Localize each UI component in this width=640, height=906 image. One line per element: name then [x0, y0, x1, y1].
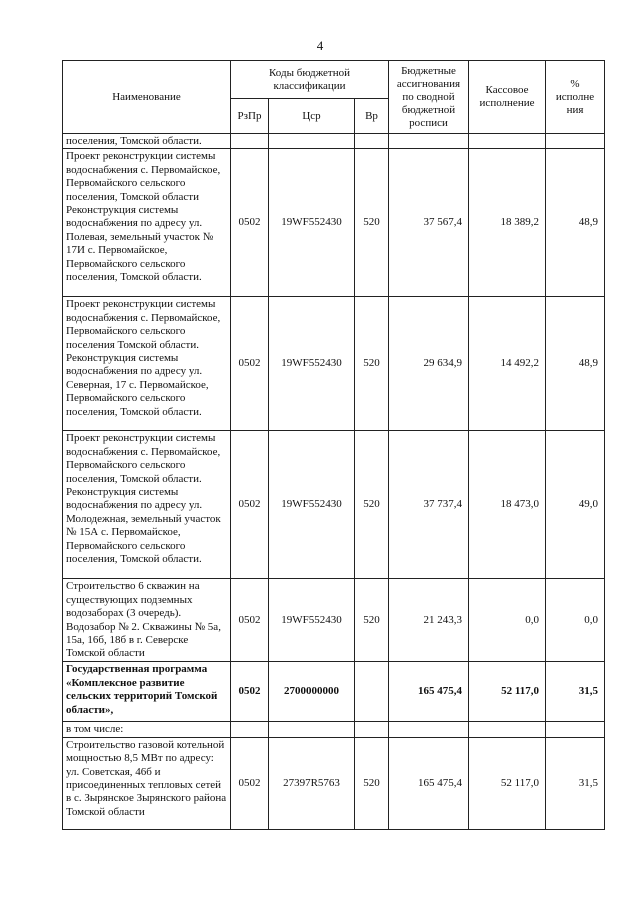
- row-percent: [546, 722, 605, 737]
- row-vr: 520: [355, 431, 389, 579]
- header-cash: Кассовое исполнение: [469, 61, 546, 134]
- budget-table: [62, 60, 605, 830]
- row-csr: 27397R5763: [269, 737, 355, 829]
- row-cash: [469, 134, 546, 149]
- row-percent: 31,5: [546, 662, 605, 722]
- row-name: в том числе:: [63, 722, 231, 737]
- table-row: [63, 722, 605, 737]
- row-percent: 48,9: [546, 297, 605, 431]
- row-csr: 19WF552430: [269, 149, 355, 297]
- row-rzpr: [231, 722, 269, 737]
- row-vr: 520: [355, 579, 389, 662]
- row-csr: 19WF552430: [269, 579, 355, 662]
- table-row: [63, 431, 605, 579]
- row-cash: 18 473,0: [469, 431, 546, 579]
- row-percent: 31,5: [546, 737, 605, 829]
- row-cash: [469, 722, 546, 737]
- header-csr: Цср: [269, 99, 355, 134]
- table-row: [63, 662, 605, 722]
- header-name: Наименование: [63, 61, 231, 134]
- row-vr: 520: [355, 297, 389, 431]
- row-percent: 49,0: [546, 431, 605, 579]
- row-name: Строительство газовой котельной мощностью 8,5 МВт по адресу: ул. Советская, 46б и присоединенных тепловых сетей в с. Зырянское Зырянского района Томской области: [63, 737, 231, 829]
- row-vr: 520: [355, 149, 389, 297]
- header-budget: Бюджетные ассигнования по сводной бюджетной росписи: [389, 61, 469, 134]
- row-vr: 520: [355, 737, 389, 829]
- row-budget: [389, 134, 469, 149]
- header-vr: Вр: [355, 99, 389, 134]
- row-name: Проект реконструкции системы водоснабжения с. Первомайское, Первомайского сельского поселения, Томской области Реконструкция системы водоснабжения по адресу ул. Полевая, земельный участок № 17И с. Первомайское, Первомайского сельского поселения, Томской области.: [63, 149, 231, 297]
- row-csr: [269, 134, 355, 149]
- row-budget: 37 567,4: [389, 149, 469, 297]
- row-csr: 2700000000: [269, 662, 355, 722]
- row-csr: 19WF552430: [269, 297, 355, 431]
- header-codes: Коды бюджетной классификации: [231, 61, 389, 99]
- row-name: Государственная программа «Комплексное развитие сельских территорий Томской области»,: [63, 662, 231, 722]
- row-rzpr: 0502: [231, 737, 269, 829]
- row-vr: [355, 722, 389, 737]
- row-percent: 48,9: [546, 149, 605, 297]
- row-csr: 19WF552430: [269, 431, 355, 579]
- header-percent: % исполне ния: [546, 61, 605, 134]
- table-row: [63, 737, 605, 829]
- row-budget: 165 475,4: [389, 737, 469, 829]
- row-vr: [355, 134, 389, 149]
- row-vr: [355, 662, 389, 722]
- row-name: Проект реконструкции системы водоснабжения с. Первомайское, Первомайского сельского поселения Томской области. Реконструкция системы водоснабжения по адресу ул. Северная, 17 с. Первомайское, Первомайского сельского поселения, Томской области.: [63, 297, 231, 431]
- row-percent: 0,0: [546, 579, 605, 662]
- row-percent: [546, 134, 605, 149]
- row-rzpr: 0502: [231, 662, 269, 722]
- row-rzpr: [231, 134, 269, 149]
- row-csr: [269, 722, 355, 737]
- row-name: Проект реконструкции системы водоснабжения с. Первомайское, Первомайского сельского поселения, Томской области. Реконструкция системы водоснабжения по адресу ул. Молодежная, земельный участок № 15А с. Первомайское, Первомайского сельского поселения, Томской области.: [63, 431, 231, 579]
- row-cash: 14 492,2: [469, 297, 546, 431]
- row-budget: 29 634,9: [389, 297, 469, 431]
- table-row: [63, 134, 605, 149]
- row-cash: 18 389,2: [469, 149, 546, 297]
- row-budget: 165 475,4: [389, 662, 469, 722]
- table-row: [63, 149, 605, 297]
- table-row: [63, 297, 605, 431]
- header-rzpr: РзПр: [231, 99, 269, 134]
- row-rzpr: 0502: [231, 149, 269, 297]
- row-name: Строительство 6 скважин на существующих подземных водозаборах (3 очередь). Водозабор № 2. Скважины № 5а, 15а, 16б, 18б в г. Северске Томской области: [63, 579, 231, 662]
- page-number: 4: [316, 38, 324, 53]
- row-name: поселения, Томской области.: [63, 134, 231, 149]
- row-budget: [389, 722, 469, 737]
- row-cash: 52 117,0: [469, 737, 546, 829]
- row-budget: 37 737,4: [389, 431, 469, 579]
- row-rzpr: 0502: [231, 431, 269, 579]
- row-budget: 21 243,3: [389, 579, 469, 662]
- row-cash: 52 117,0: [469, 662, 546, 722]
- row-rzpr: 0502: [231, 579, 269, 662]
- table-row: [63, 579, 605, 662]
- row-cash: 0,0: [469, 579, 546, 662]
- row-rzpr: 0502: [231, 297, 269, 431]
